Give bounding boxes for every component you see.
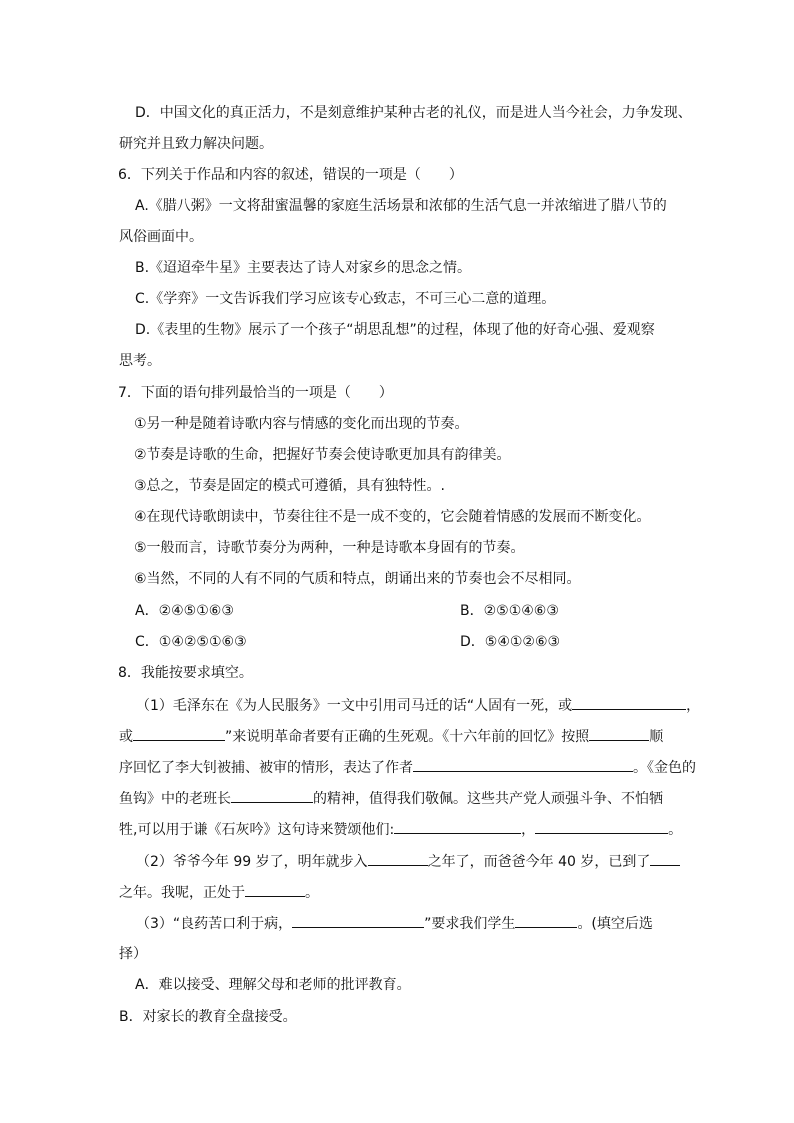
q8-part1-line3: 序回忆了李大钊被捕、被审的情形，表达了作者 。《金色的 xyxy=(119,757,696,778)
q8-stem: 8．我能按要求填空。 xyxy=(118,665,253,681)
q7-item: ⑥当然，不同的人有不同的气质和特点，朗诵出来的节奏也会不尽相同。 xyxy=(134,571,581,587)
answer-blank[interactable] xyxy=(413,757,633,772)
q8-part2-line2: 之年。我呢，正处于 。 xyxy=(119,882,319,903)
q8-part1-line1: （1）毛泽东在《为人民服务》一文中引用司马迁的话“人固有一死，或 ， xyxy=(136,695,700,716)
q7-stem: 7．下面的语句排列最恰当的一项是（ ） xyxy=(118,385,393,401)
q8-option-b: B．对家长的教育全盘接受。 xyxy=(119,1009,297,1025)
answer-blank[interactable] xyxy=(589,726,649,741)
q7-option-b: B．②⑤①④⑥③ xyxy=(460,603,559,619)
q6-option-d-line1: D.《表里的生物》展示了一个孩子“胡思乱想”的过程，体现了他的好奇心强、爱观察 xyxy=(135,322,655,338)
answer-blank[interactable] xyxy=(535,819,668,834)
q8-part1-line2: 或 ”来说明革命者要有正确的生死观。《十六年前的回忆》按照 顺 xyxy=(119,726,663,747)
q6-stem: 6．下列关于作品和内容的叙述，错误的一项是（ ） xyxy=(118,167,463,183)
q6-option-d-line2: 思考。 xyxy=(119,353,161,369)
q6-option-b: B.《迢迢牵牛星》主要表达了诗人对家乡的思念之情。 xyxy=(135,260,472,276)
q6-option-a-line2: 风俗画面中。 xyxy=(119,229,203,245)
q7-item: ②节奏是诗歌的生命，把握好节奏会使诗歌更加具有韵律美。 xyxy=(134,447,511,463)
answer-blank[interactable] xyxy=(292,913,424,928)
q6-option-a-line1: A.《腊八粥》一文将甜蜜温馨的家庭生活场景和浓郁的生活气息一并浓缩进了腊八节的 xyxy=(135,198,667,214)
q8-part2-line1: （2）爷爷今年 99 岁了，明年就步入 之年了，而爸爸今年 40 岁，已到了 xyxy=(136,851,680,872)
q5-option-d-line2: 研究并且致力解决问题。 xyxy=(119,136,273,152)
answer-blank[interactable] xyxy=(650,851,680,866)
q7-item: ④在现代诗歌朗读中，节奏往往不是一成不变的，它会随着情感的发展而不断变化。 xyxy=(134,509,651,525)
answer-blank[interactable] xyxy=(231,788,313,803)
q7-item: ①另一种是随着诗歌内容与情感的变化而出现的节奏。 xyxy=(134,416,469,432)
q8-part1-line4: 鱼钩》中的老班长 的精神，值得我们敬佩。这些共产党人顽强斗争、不怕牺 xyxy=(119,788,663,809)
q7-option-d: D．⑤④①②⑥③ xyxy=(460,634,561,650)
q7-item: ⑤一般而言，诗歌节奏分为两种，一种是诗歌本身固有的节奏。 xyxy=(134,540,525,556)
q6-option-c: C.《学弈》一文告诉我们学习应该专心致志，不可三心二意的道理。 xyxy=(135,291,556,307)
q7-item: ③总之，节奏是固定的模式可遵循，具有独特性。. xyxy=(134,478,445,494)
q8-part1-line5: 牲,可以用于谦《石灰吟》这句诗来赞颂他们: ， 。 xyxy=(119,819,682,840)
answer-blank[interactable] xyxy=(368,851,428,866)
answer-blank[interactable] xyxy=(133,726,225,741)
answer-blank[interactable] xyxy=(245,882,305,897)
q8-part3-line2: 择） xyxy=(119,946,147,962)
q8-part3-line1: （3）“良药苦口利于病， ”要求我们学生 。(填空后选 xyxy=(136,913,653,934)
q8-option-a: A．难以接受、理解父母和老师的批评教育。 xyxy=(135,977,411,993)
q7-option-a: A．②④⑤①⑥③ xyxy=(135,603,234,619)
q7-option-c: C．①④②⑤①⑥③ xyxy=(135,634,247,650)
answer-blank[interactable] xyxy=(394,819,521,834)
answer-blank[interactable] xyxy=(515,913,577,928)
q5-option-d-line1: D．中国文化的真正活力，不是刻意维护某种古老的礼仪，而是进人当今社会，力争发现、 xyxy=(135,105,692,121)
answer-blank[interactable] xyxy=(572,695,686,710)
